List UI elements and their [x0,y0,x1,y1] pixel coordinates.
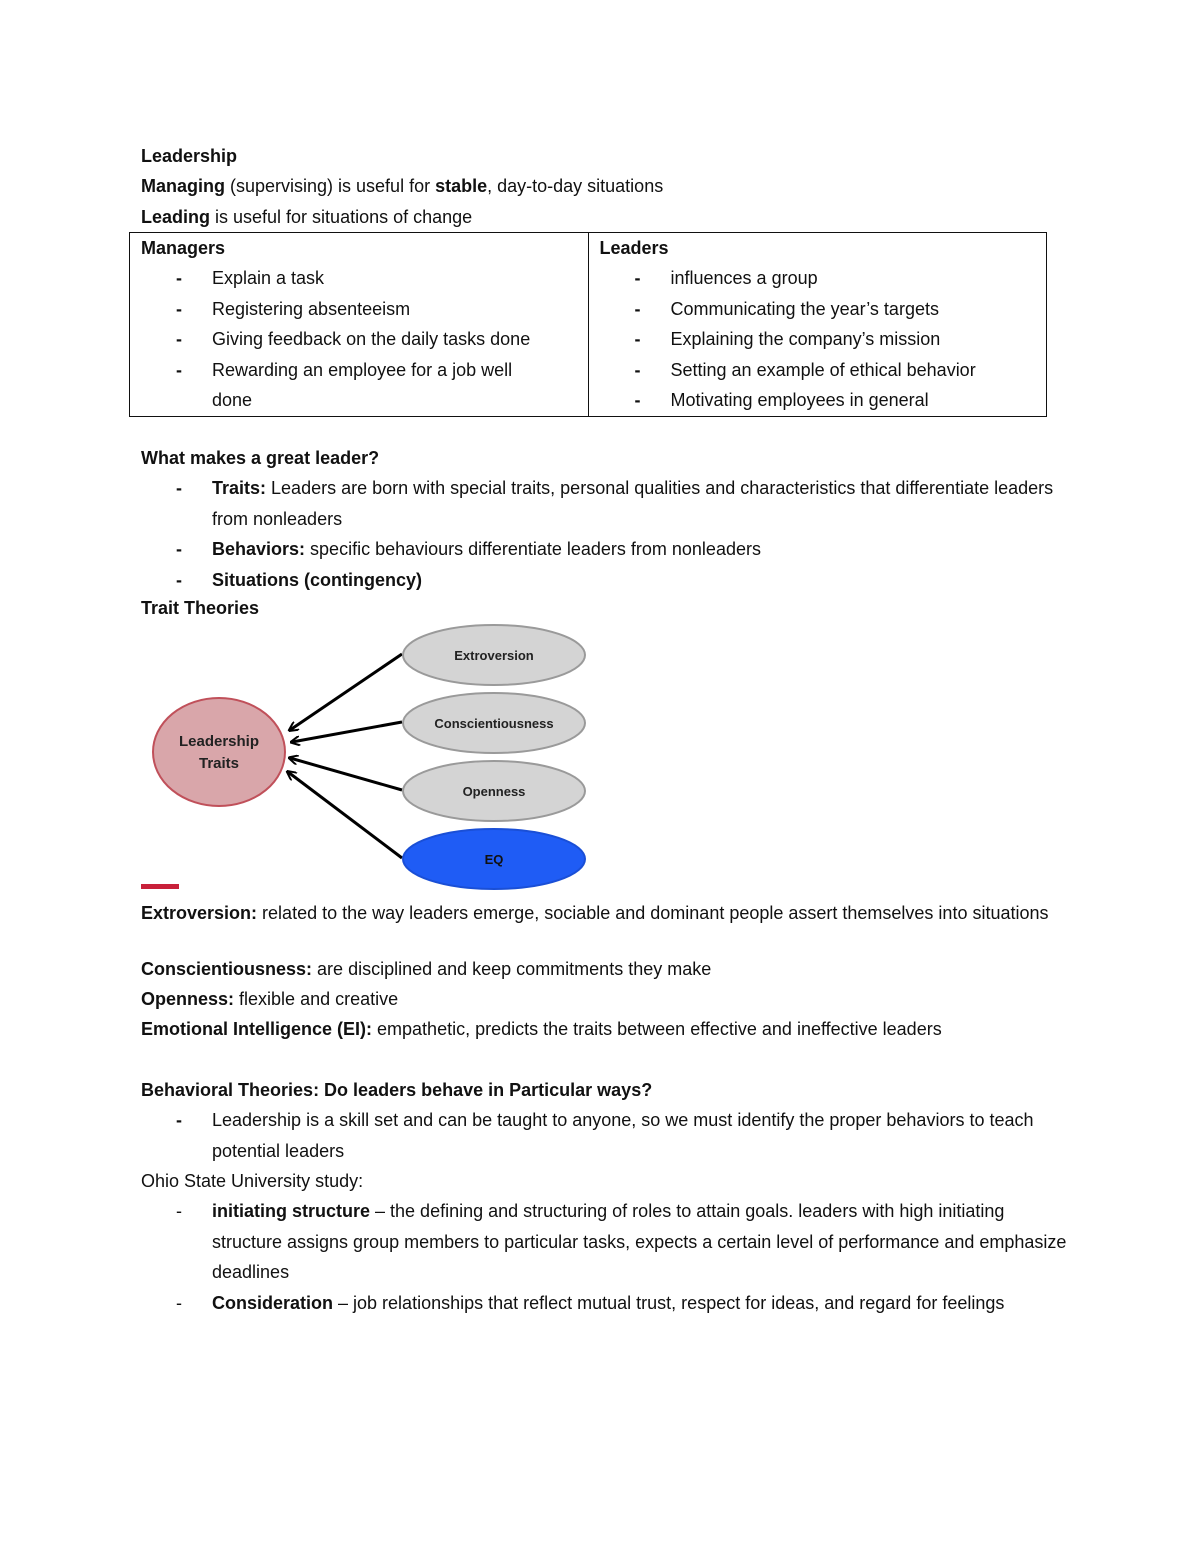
list-item: - Traits: Leaders are born with special traits, personal qualities and characteristics that differentiate leaders from nonleaders [176,478,1054,529]
openness-label: Openness [462,784,526,799]
leaders-column [588,233,1047,417]
ohio-study-line: Ohio State University study: [141,1171,364,1191]
red-marker [141,884,179,889]
extroversion-label: Extroversion [454,648,534,663]
behavioral-list [141,1105,1072,1166]
managing-line: Managing (supervising) is useful for stable, day-to-day situations [141,176,664,196]
center-label-2: Traits [198,755,240,772]
list-item: - Giving feedback on the daily tasks done [176,329,531,349]
arrow-conscientiousness [292,722,402,742]
list-item: - Leadership is a skill set and can be taught to anyone, so we must identify the proper behaviors to teach potential leaders [176,1110,1034,1161]
list-item: - Rewarding an employee for a job well done [176,359,513,410]
trait-diagram [140,618,600,898]
definition-emotional-intelligence: Emotional Intelligence (EI): empathetic, predicts the traits between effective and ineffective leaders [141,1019,942,1039]
definition-conscientiousness: Conscientiousness: are disciplined and keep commitments they make [141,959,712,979]
list-item: - influences a group [634,268,818,288]
list-item: - Behaviors: specific behaviours differentiate leaders from nonleaders [176,539,761,559]
leadership-traits-node [153,698,285,806]
leading-line: Leading is useful for situations of change [141,207,473,227]
center-label-1: Leadership [178,733,260,750]
managers-column [130,233,589,417]
behavioral-heading: Behavioral Theories: Do leaders behave in Particular ways? [141,1080,653,1100]
ohio-study-list [141,1196,1072,1318]
managers-leaders-table [129,232,1047,417]
list-item: - Situations (contingency) [176,569,423,590]
list-item: - Explaining the company’s mission [634,329,941,349]
list-item: - Communicating the year’s targets [634,298,939,319]
list-item: - Motivating employees in general [634,390,929,410]
list-item: - Explain a task [176,268,325,288]
great-leader-heading: What makes a great leader? [141,448,380,468]
leaders-title: Leaders [599,238,669,258]
eq-label: EQ [484,852,504,867]
great-leader-list [141,473,1072,595]
list-item: - Consideration – job relationships that reflect mutual trust, respect for ideas, and regard for feelings [176,1292,1005,1313]
list-item: - Setting an example of ethical behavior [634,359,976,380]
arrow-extroversion [290,654,402,730]
managers-title: Managers [141,238,226,258]
conscientiousness-label: Conscientiousness [434,716,554,731]
definition-openness: Openness: flexible and creative [141,989,399,1009]
definition-extroversion: Extroversion: related to the way leaders emerge, sociable and dominant people assert themselves into situations [141,903,1049,923]
trait-theories-heading: Trait Theories [141,598,260,618]
page-heading: Leadership [141,146,238,166]
list-item: - initiating structure – the defining and structuring of roles to attain goals. leaders with high initiating structure assigns group members to particular tasks, expects a certain level of performance and emphasize deadlines [176,1201,1067,1282]
list-item: - Registering absenteeism [176,298,411,319]
